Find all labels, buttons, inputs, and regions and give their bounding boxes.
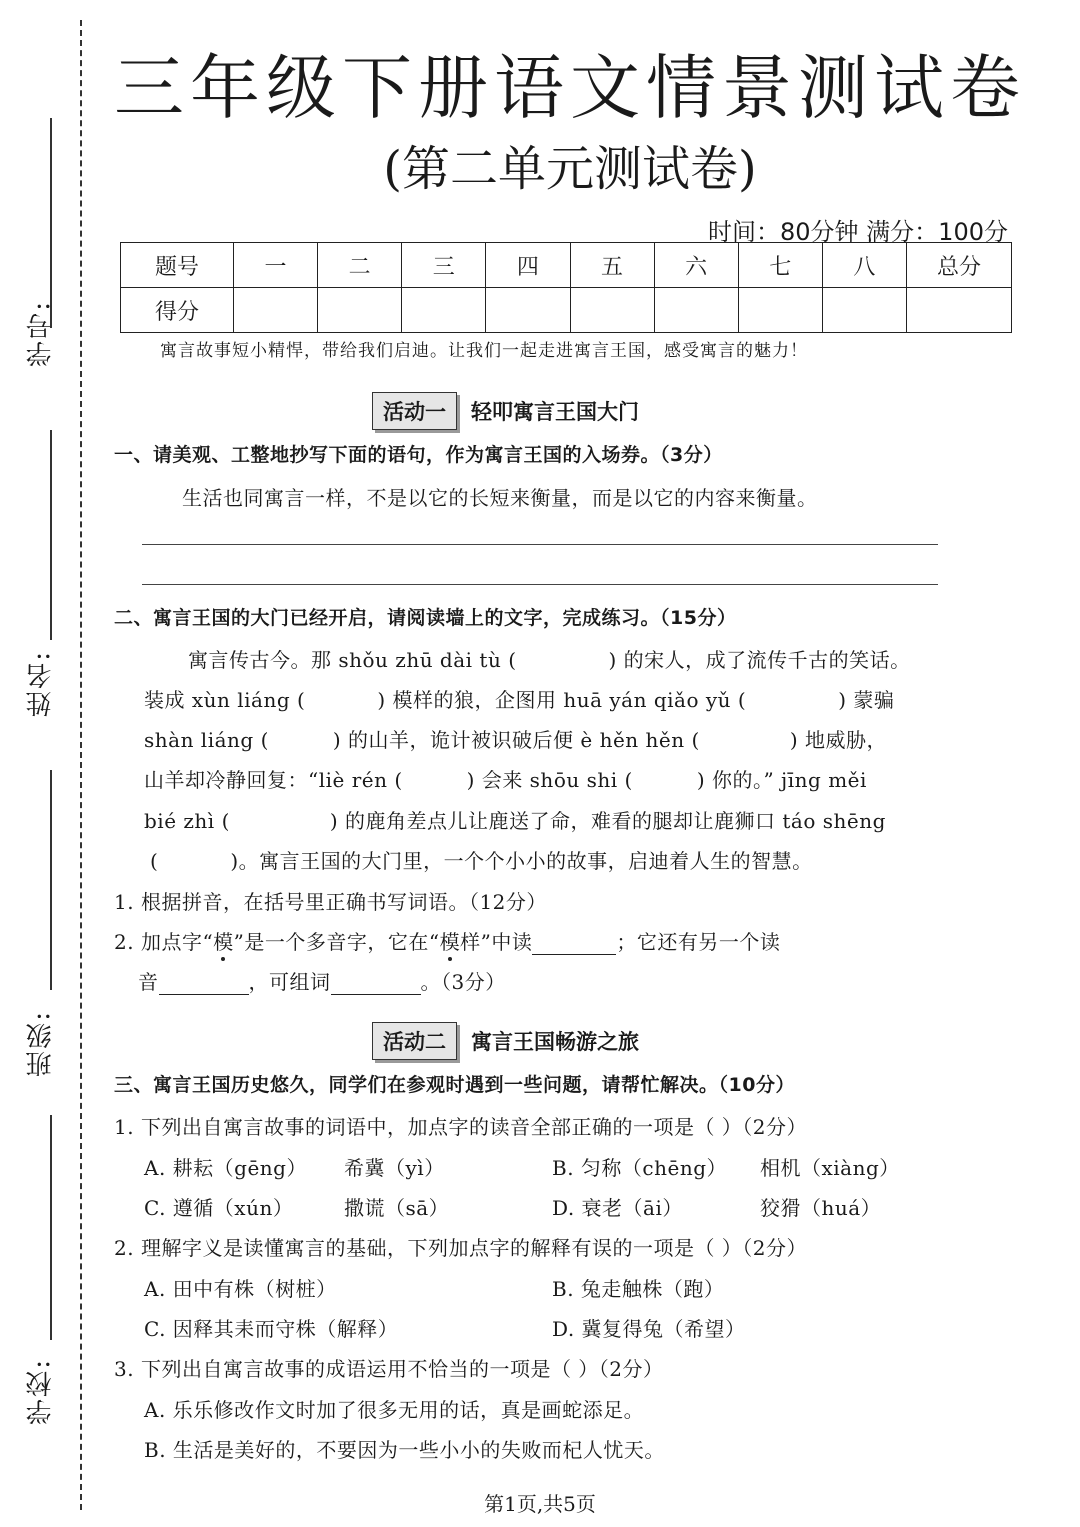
option-3-1-A2[interactable]: 希冀（yì） [344, 1156, 445, 1180]
table-cell: 题号 [121, 243, 234, 288]
answer-blank[interactable] [532, 930, 616, 955]
table-cell: 三 [402, 243, 486, 288]
passage-text: ) 的鹿角差点儿让鹿送了命，难看的腿却让鹿狮口 táo shēng [329, 809, 886, 833]
passage-text: ) 的山羊，诡计被识破后便 è hěn hěn ( [332, 728, 700, 752]
table-cell: 七 [738, 243, 822, 288]
time-info: 时间：80分钟 满分：100分 [708, 218, 1008, 246]
question-text: 。（3分） [420, 970, 506, 994]
score-table [120, 242, 1012, 333]
table-cell: 一 [234, 243, 318, 288]
option-3-1-C1[interactable]: C. 遵循（xún） [144, 1196, 294, 1220]
answer-blank[interactable] [331, 970, 421, 995]
dotted-char: 模 [440, 926, 461, 955]
activity-two-tag: 活动二 [372, 1022, 457, 1060]
option-3-1-B2[interactable]: 相机（xiàng） [760, 1156, 900, 1180]
passage-text: bié zhì ( [144, 809, 230, 833]
passage-line-3 [144, 724, 887, 753]
activity-two-title: 寓言王国畅游之旅 [471, 1030, 639, 1054]
subquestion-3-1: 1. 下列出自寓言故事的词语中，加点字的读音全部正确的一项是（ ）（2分） [114, 1115, 808, 1139]
passage-text: 寓言传古今。那 shǒu zhū dài tù ( [188, 648, 517, 672]
option-3-1-D2[interactable]: 狡猾（huá） [760, 1196, 882, 1220]
question-two-heading: 二、寓言王国的大门已经开启，请阅读墙上的文字，完成练习。（15分） [114, 607, 737, 629]
score-cell[interactable] [318, 288, 402, 333]
binding-dashed-line [80, 20, 82, 1510]
subquestion-2-1: 1. 根据拼音，在括号里正确书写词语。（12分） [114, 890, 547, 914]
score-cell[interactable] [907, 288, 1012, 333]
passage-text: ) 模样的狼，企图用 huā yán qiǎo yǔ ( [377, 688, 747, 712]
option-3-1-C2[interactable]: 撒谎（sā） [344, 1196, 450, 1220]
question-three-heading: 三、寓言王国历史悠久，同学们在参观时遇到一些问题，请帮忙解决。（10分） [114, 1074, 795, 1096]
table-cell: 五 [570, 243, 654, 288]
option-3-1-D1[interactable]: D. 衰老（āi） [552, 1196, 683, 1220]
page-subtitle: (第二单元测试卷) [383, 141, 757, 197]
student-id-label: 学号: [26, 300, 56, 367]
question-one-sentence: 生活也同寓言一样，不是以它的长短来衡量，而是以它的内容来衡量。 [182, 486, 818, 510]
passage-line-6 [150, 845, 813, 874]
option-3-2-A[interactable]: A. 田中有株（树桩） [144, 1277, 337, 1301]
passage-line-4 [144, 764, 867, 793]
score-table-score-row [121, 288, 1012, 333]
activity-one-tag: 活动一 [372, 392, 457, 430]
subquestion-3-2: 2. 理解字义是读懂寓言的基础，下列加点字的解释有误的一项是（ ）（2分） [114, 1236, 808, 1260]
table-cell: 得分 [121, 288, 234, 333]
passage-line-1 [188, 644, 911, 673]
table-cell: 四 [486, 243, 570, 288]
passage-text: ) 地威胁， [789, 728, 887, 752]
passage-text: )。寓言王国的大门里，一个个小小的故事，启迪着人生的智慧。 [230, 849, 813, 873]
table-cell: 八 [822, 243, 906, 288]
passage-text: ) 会来 shōu shi ( [466, 768, 633, 792]
activity-one-header [372, 392, 639, 430]
table-cell: 总分 [907, 243, 1012, 288]
option-3-1-B1[interactable]: B. 匀称（chēng） [552, 1156, 728, 1180]
passage-text: ) 你的。” jīng měi [696, 768, 867, 792]
score-cell[interactable] [654, 288, 738, 333]
table-cell: 六 [654, 243, 738, 288]
score-cell[interactable] [570, 288, 654, 333]
subquestion-2-2 [114, 926, 780, 955]
passage-text: ( [150, 849, 159, 873]
option-3-2-C[interactable]: C. 因释其耒而守株（解释） [144, 1317, 399, 1341]
question-one-heading: 一、请美观、工整地抄写下面的语句，作为寓言王国的入场券。（3分） [114, 444, 723, 466]
option-3-3-B[interactable]: B. 生活是美好的，不要因为一些小小的失败而杞人忧天。 [144, 1438, 665, 1462]
activity-one-title: 轻叩寓言王国大门 [471, 400, 639, 424]
table-cell: 二 [318, 243, 402, 288]
subquestion-3-3: 3. 下列出自寓言故事的成语运用不恰当的一项是（ ）（2分） [114, 1357, 664, 1381]
passage-text: shàn liáng ( [144, 728, 269, 752]
option-3-3-A[interactable]: A. 乐乐修改作文时加了很多无用的话，真是画蛇添足。 [144, 1398, 645, 1422]
score-cell[interactable] [486, 288, 570, 333]
activity-two-header [372, 1022, 639, 1060]
passage-text: 山羊却冷静回复：“liè rén ( [144, 768, 403, 792]
question-text: 样”中读 [460, 930, 533, 954]
school-label: 学校: [26, 1358, 56, 1425]
question-text: ；它还有另一个读 [616, 930, 781, 954]
passage-text: ) 的宋人，成了流传千古的笑话。 [608, 648, 911, 672]
page-title: 三年级下册语文情景测试卷 [114, 47, 1026, 129]
class-label: 班级: [26, 1010, 56, 1077]
score-cell[interactable] [822, 288, 906, 333]
page-footer: 第1页,共5页 [484, 1492, 596, 1516]
class-line [50, 770, 52, 990]
score-cell[interactable] [234, 288, 318, 333]
passage-line-5 [144, 805, 886, 834]
score-cell[interactable] [402, 288, 486, 333]
question-text: 音 [138, 970, 159, 994]
name-line [50, 430, 52, 640]
score-table-header-row [121, 243, 1012, 288]
copy-line-2[interactable] [142, 584, 938, 585]
copy-line-1[interactable] [142, 544, 938, 545]
answer-blank[interactable] [159, 970, 249, 995]
question-text: ”是一个多音字，它在“ [233, 930, 440, 954]
school-line [50, 1115, 52, 1340]
option-3-1-A1[interactable]: A. 耕耘（gēng） [144, 1156, 307, 1180]
intro-text: 寓言故事短小精悍，带给我们启迪。让我们一起走进寓言王国，感受寓言的魅力！ [160, 341, 808, 361]
name-label: 姓名: [26, 650, 56, 717]
subquestion-2-2-cont [138, 966, 506, 995]
dotted-char: 模 [213, 926, 234, 955]
question-text: 2. 加点字“ [114, 930, 214, 954]
passage-text: 装成 xùn liáng ( [144, 688, 306, 712]
score-cell[interactable] [738, 288, 822, 333]
option-3-2-D[interactable]: D. 冀复得兔（希望） [552, 1317, 746, 1341]
passage-line-2 [144, 684, 894, 713]
question-text: ，可组词 [248, 970, 331, 994]
option-3-2-B[interactable]: B. 兔走触株（跑） [552, 1277, 725, 1301]
passage-text: ) 蒙骗 [838, 688, 895, 712]
